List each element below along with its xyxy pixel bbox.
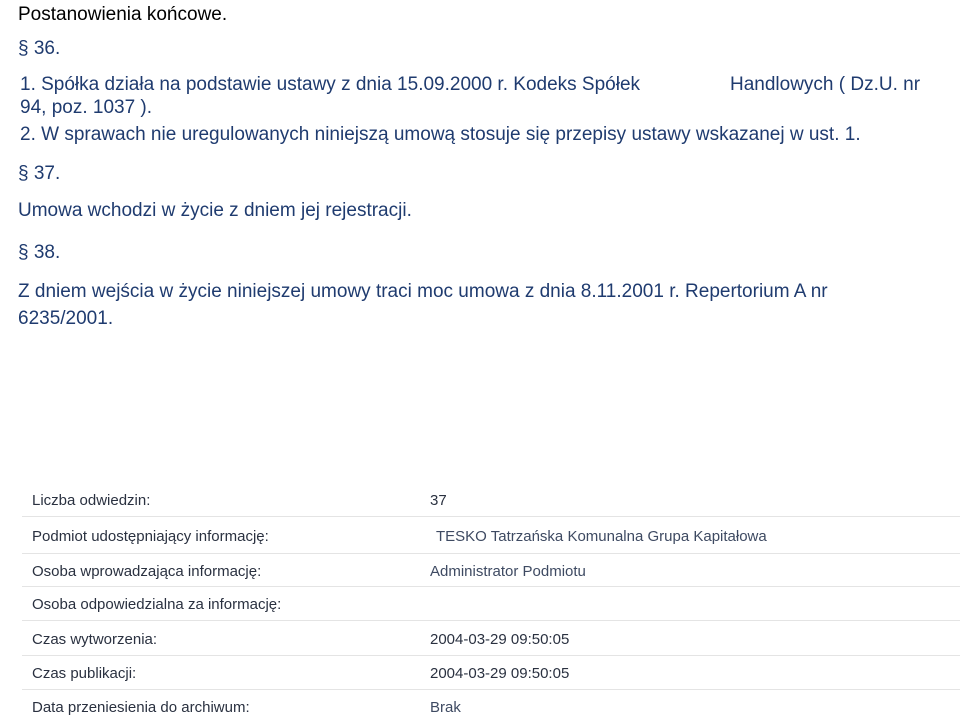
created-label: Czas wytworzenia: <box>32 631 158 648</box>
archive-label: Data przeniesienia do archiwum: <box>32 699 250 716</box>
paragraph-number-38: § 38. <box>18 242 61 263</box>
row-divider <box>22 655 960 656</box>
section-heading: Postanowienia końcowe. <box>18 4 228 25</box>
row-divider <box>22 516 960 517</box>
paragraph-38-text: Z dniem wejścia w życie niniejszej umowy traci moc umowa z dnia 8.11.2001 r. Repertorium A nr <box>18 281 828 302</box>
paragraph-38-text-end: 6235/2001. <box>18 308 114 329</box>
paragraph-37-text: Umowa wchodzi w życie z dniem jej rejestracji. <box>18 200 412 221</box>
paragraph-36-point-1: 1. Spółka działa na podstawie ustawy z dnia 15.09.2000 r. Kodeks Spółek <box>20 74 641 95</box>
created-value: 2004-03-29 09:50:05 <box>430 631 570 648</box>
visits-value: 37 <box>430 492 447 509</box>
visits-label: Liczba odwiedzin: <box>32 492 151 509</box>
row-divider <box>22 689 960 690</box>
archive-value: Brak <box>430 699 461 716</box>
entered-by-label: Osoba wprowadzająca informację: <box>32 563 262 580</box>
provider-value: TESKO Tatrzańska Komunalna Grupa Kapitałowa <box>436 528 767 545</box>
published-value: 2004-03-29 09:50:05 <box>430 665 570 682</box>
paragraph-36-point-2: 2. W sprawach nie uregulowanych niniejszą umową stosuje się przepisy ustawy wskazanej w ust. 1. <box>20 124 861 145</box>
paragraph-36-point-1-end: 94, poz. 1037 ). <box>20 97 153 118</box>
published-label: Czas publikacji: <box>32 665 137 682</box>
provider-label: Podmiot udostępniający informację: <box>32 528 269 545</box>
entered-by-value: Administrator Podmiotu <box>430 563 586 580</box>
paragraph-number-36: § 36. <box>18 38 61 59</box>
responsible-label: Osoba odpowiedzialna za informację: <box>32 596 282 613</box>
paragraph-number-37: § 37. <box>18 163 61 184</box>
paragraph-36-point-1-cont: Handlowych ( Dz.U. nr <box>730 74 921 95</box>
row-divider <box>22 553 960 554</box>
row-divider <box>22 586 960 587</box>
row-divider <box>22 620 960 621</box>
